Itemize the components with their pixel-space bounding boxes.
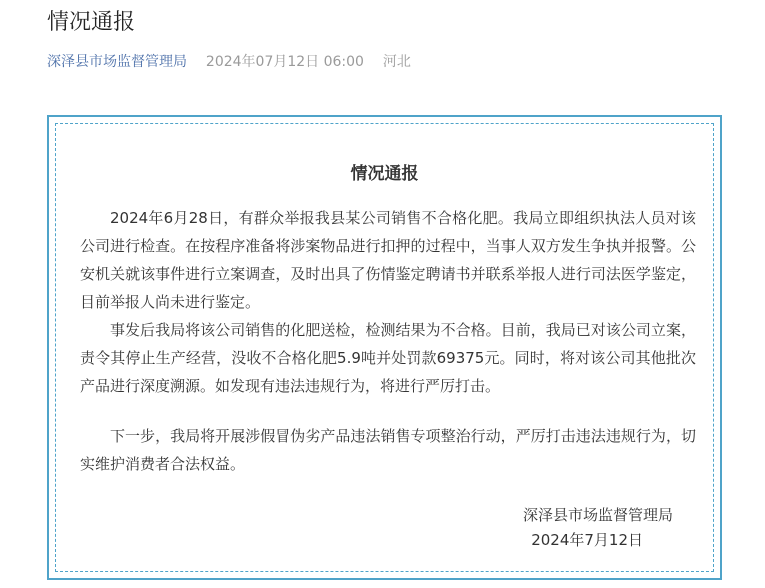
notice-paragraph-3: 下一步，我局将开展涉假冒伪劣产品违法销售专项整治行动，严厉打击违法违规行为，切实维护消费者合法权益。 xyxy=(80,427,696,473)
publisher-link[interactable]: 深泽县市场监督管理局 xyxy=(47,54,187,70)
notice-frame-dashed-border xyxy=(55,123,714,572)
publish-time: 2024年07月12日 06:00 xyxy=(205,54,364,70)
notice-frame xyxy=(47,115,722,580)
notice-paragraph-1: 2024年6月28日，有群众举报我县某公司销售不合格化肥。我局立即组织执法人员对该公司进行检查。在按程序准备将涉案物品进行扣押的过程中，当事人双方发生争执并报警。公安机关就该事件进行立案调查，及时出具了伤情鉴定聘请书并联系举报人进行司法医学鉴定，目前举报人尚未进行鉴定。 xyxy=(80,209,696,311)
article-meta xyxy=(47,52,411,72)
signature-date: 2024年7月12日 xyxy=(531,531,643,549)
publish-region: 河北 xyxy=(382,54,411,70)
signature-organization: 深泽县市场监督管理局 xyxy=(522,506,673,524)
page-title: 情况通报 xyxy=(47,10,136,35)
notice-paragraph-2: 事发后我局将该公司销售的化肥送检，检测结果为不合格。目前，我局已对该公司立案，责令其停止生产经营，没收不合格化肥5.9吨并处罚款69375元。同时，将对该公司其他批次产品进行深度溯源。如发现有违法违规行为，将进行严厉打击。 xyxy=(80,321,696,395)
notice-heading: 情况通报 xyxy=(350,164,419,184)
